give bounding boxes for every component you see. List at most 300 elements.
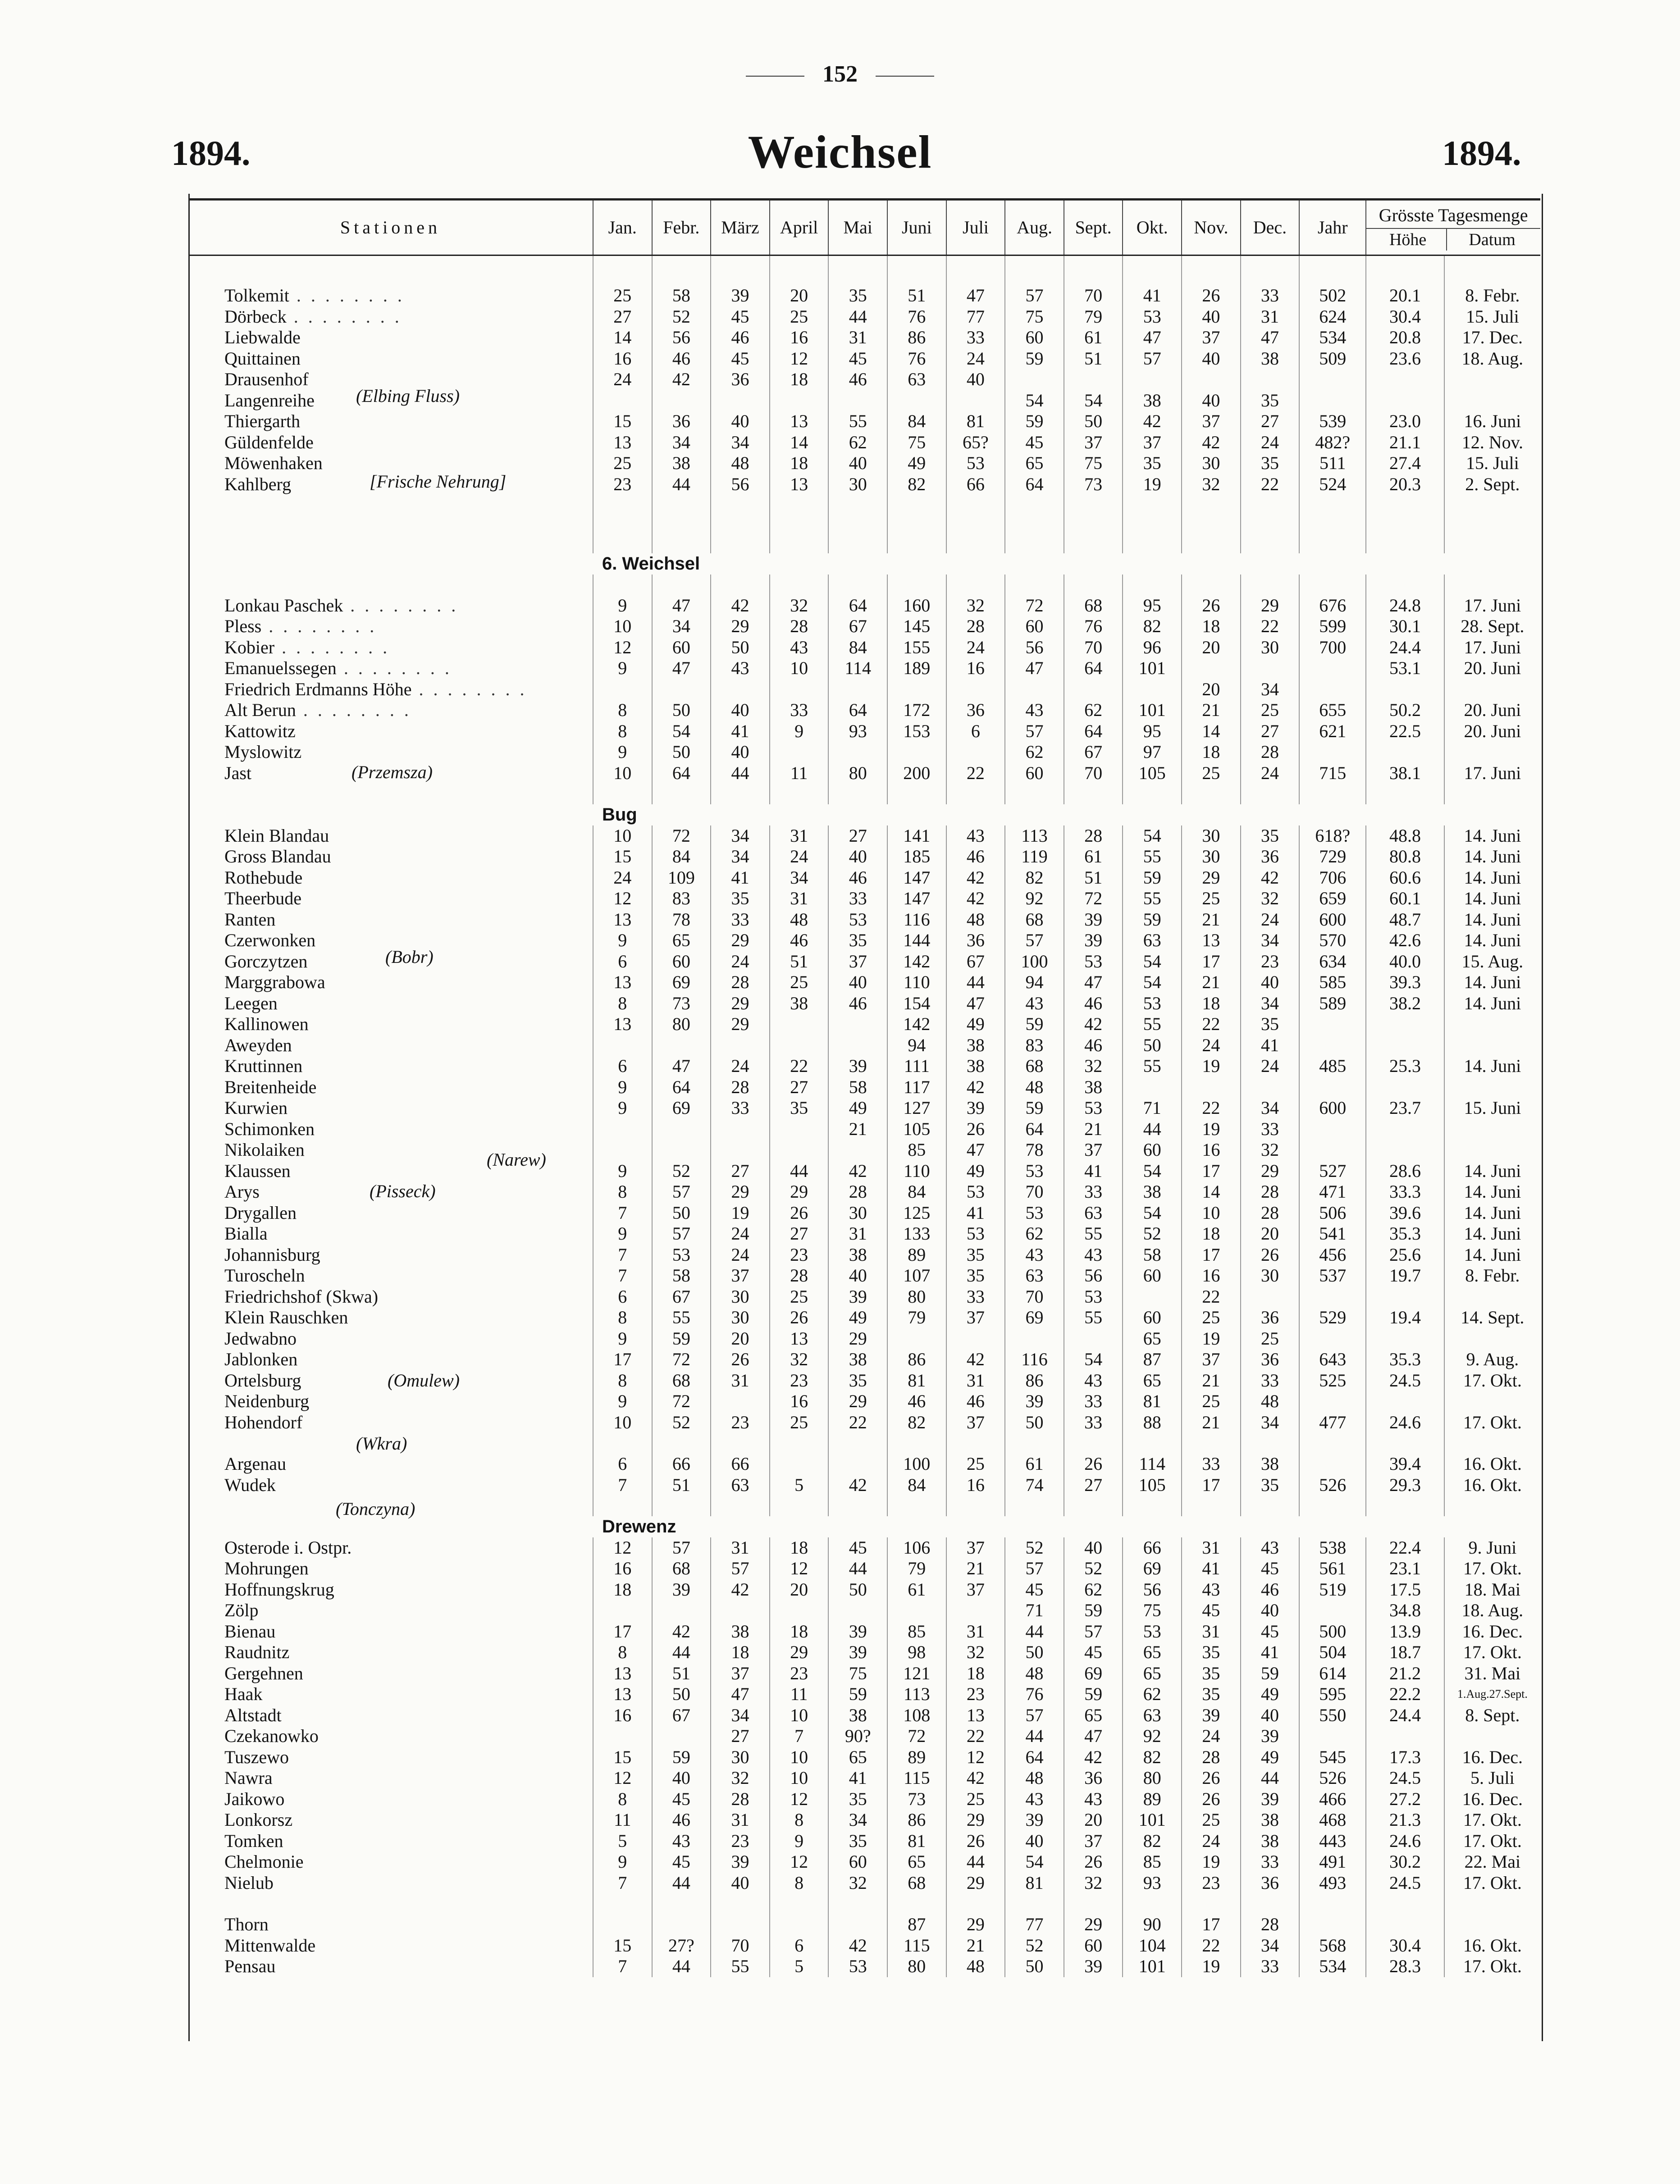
month-value: 18 [1182, 616, 1241, 637]
max-height: 19.7 [1366, 1265, 1444, 1286]
month-value: 20 [1182, 637, 1241, 658]
station-name [188, 1349, 593, 1370]
year-right: 1894. [1442, 133, 1521, 173]
month-value: 21 [946, 1558, 1005, 1579]
month-value: 39 [828, 1642, 887, 1663]
month-value: 101 [1123, 1810, 1182, 1831]
year-total: 561 [1299, 1558, 1366, 1579]
month-value: 44 [652, 1642, 711, 1663]
station-label: Klein Blandau [224, 825, 329, 846]
station-label: Klaussen [224, 1160, 291, 1181]
month-value: 64 [652, 763, 711, 784]
month-value: 54 [1064, 1349, 1123, 1370]
table-row [188, 1056, 1540, 1077]
station-name [188, 972, 593, 993]
station-label: Tuszewo [224, 1746, 289, 1767]
month-value: 57 [652, 1223, 711, 1245]
table-row [188, 867, 1540, 889]
station-label: Kattowitz [224, 720, 296, 741]
month-value: 30 [1182, 453, 1241, 474]
station-label: Jablonken [224, 1349, 298, 1369]
month-value: 82 [1005, 867, 1064, 889]
month-value: 28 [1064, 825, 1123, 847]
table-row [188, 348, 1540, 369]
page-number: 152 [0, 61, 1680, 87]
month-value: 35 [828, 930, 887, 951]
month-value: 50 [1064, 411, 1123, 432]
station-label: Breitenheide [224, 1076, 317, 1097]
month-value [1064, 679, 1123, 700]
month-value: 26 [770, 1203, 829, 1224]
table-row [188, 1726, 1540, 1747]
station-name [188, 1642, 593, 1663]
max-height: 38.1 [1366, 763, 1444, 784]
month-value: 100 [887, 1454, 946, 1475]
month-value: 7 [593, 1475, 652, 1496]
table-row [188, 1245, 1540, 1266]
col-month: Mai [828, 200, 887, 255]
month-value: 84 [652, 846, 711, 867]
month-value: 16 [770, 1391, 829, 1412]
station-label: Rothebude [224, 867, 303, 888]
river-label-elbing: (Elbing Fluss) [356, 386, 460, 406]
month-value: 74 [1005, 1475, 1064, 1496]
month-value: 36 [711, 369, 770, 390]
month-value: 40 [711, 742, 770, 763]
max-date: 8. Febr. [1444, 1265, 1540, 1286]
station-name [188, 1851, 593, 1873]
month-value: 9 [593, 1851, 652, 1873]
month-value: 44 [770, 1161, 829, 1182]
month-value: 24 [1241, 763, 1300, 784]
month-value: 30 [1241, 637, 1300, 658]
month-value: 11 [593, 1810, 652, 1831]
month-value: 54 [1123, 972, 1182, 993]
month-value [828, 1014, 887, 1035]
month-value: 49 [946, 1014, 1005, 1035]
month-value: 69 [652, 972, 711, 993]
month-value: 31 [828, 1223, 887, 1245]
month-value: 73 [887, 1789, 946, 1810]
max-height: 21.2 [1366, 1663, 1444, 1684]
month-value: 31 [770, 888, 829, 909]
month-value: 51 [652, 1475, 711, 1496]
station-name [188, 637, 593, 658]
month-value: 95 [1123, 595, 1182, 616]
table-row [188, 1286, 1540, 1308]
max-date: 14. Juni [1444, 867, 1540, 889]
month-value: 117 [887, 1077, 946, 1098]
month-value: 31 [946, 1621, 1005, 1642]
max-date: 31. Mai [1444, 1663, 1540, 1684]
station-label: Güldenfelde [224, 432, 314, 452]
month-value [887, 742, 946, 763]
month-value: 30 [1182, 825, 1241, 847]
month-value: 65 [1123, 1370, 1182, 1391]
month-value: 46 [828, 867, 887, 889]
month-value: 18 [946, 1663, 1005, 1684]
month-value: 9 [593, 1328, 652, 1350]
month-value: 29 [1064, 1914, 1123, 1935]
max-date: 14. Juni [1444, 1223, 1540, 1245]
station-name [188, 1307, 593, 1328]
month-value: 46 [946, 846, 1005, 867]
month-value: 27 [1241, 411, 1300, 432]
station-label: Osterode i. Ostpr. [224, 1537, 352, 1558]
month-value: 64 [1005, 474, 1064, 495]
month-value: 50 [652, 1684, 711, 1705]
station-label: Czerwonken [224, 930, 316, 950]
month-value: 42 [711, 595, 770, 616]
col-month: Okt. [1123, 200, 1182, 255]
table-row [188, 700, 1540, 721]
station-name [188, 679, 593, 700]
year-total: 618? [1299, 825, 1366, 847]
month-value: 57 [1005, 285, 1064, 306]
month-value: 47 [1064, 1726, 1123, 1747]
month-value: 23 [770, 1663, 829, 1684]
station-label: Kahlberg [224, 474, 292, 494]
month-value: 6 [770, 1935, 829, 1956]
station-label: Neidenburg [224, 1391, 310, 1411]
month-value: 33 [1241, 285, 1300, 306]
month-value: 23 [1241, 951, 1300, 972]
month-value: 30 [711, 1307, 770, 1328]
month-value: 119 [1005, 846, 1064, 867]
month-value: 56 [1123, 1579, 1182, 1600]
month-value: 59 [1005, 411, 1064, 432]
month-value: 29 [946, 1810, 1005, 1831]
station-name [188, 1056, 593, 1077]
max-height: 23.6 [1366, 348, 1444, 369]
month-value: 58 [652, 1265, 711, 1286]
station-label: Gross Blandau [224, 846, 331, 866]
month-value: 51 [770, 951, 829, 972]
month-value: 34 [770, 867, 829, 889]
month-value: 49 [1241, 1747, 1300, 1768]
year-total: 599 [1299, 616, 1366, 637]
month-value: 19 [1182, 1056, 1241, 1077]
station-name [188, 1265, 593, 1286]
month-value: 7 [593, 1873, 652, 1894]
max-height [1366, 679, 1444, 700]
month-value: 43 [1005, 1789, 1064, 1810]
month-value [652, 390, 711, 411]
table-row [188, 1140, 1540, 1161]
month-value: 47 [1005, 658, 1064, 679]
year-total: 568 [1299, 1935, 1366, 1956]
max-date: 9. Juni [1444, 1537, 1540, 1559]
month-value [711, 1391, 770, 1412]
leader-dots: . . . . . . . . [336, 658, 452, 678]
month-value: 7 [593, 1203, 652, 1224]
month-value: 43 [1182, 1579, 1241, 1600]
month-value: 55 [1064, 1307, 1123, 1328]
table-row [188, 1412, 1540, 1433]
month-value: 60 [652, 637, 711, 658]
station-name [188, 1098, 593, 1119]
month-value: 21 [1182, 700, 1241, 721]
month-value [1064, 1328, 1123, 1350]
station-label: Ranten [224, 909, 276, 930]
month-value: 6 [946, 721, 1005, 742]
month-value: 26 [1182, 285, 1241, 306]
month-value: 116 [887, 909, 946, 930]
month-value: 68 [1064, 595, 1123, 616]
month-value [1123, 369, 1182, 390]
month-value: 12 [770, 1789, 829, 1810]
month-value: 34 [1241, 679, 1300, 700]
station-name [188, 1119, 593, 1140]
month-value: 72 [652, 1391, 711, 1412]
month-value: 18 [770, 1537, 829, 1559]
month-value: 48 [711, 453, 770, 474]
month-value [652, 679, 711, 700]
month-value: 55 [828, 411, 887, 432]
month-value: 30 [828, 474, 887, 495]
month-value [770, 742, 829, 763]
month-value: 9 [770, 721, 829, 742]
month-value: 9 [593, 1391, 652, 1412]
month-value: 21 [1182, 972, 1241, 993]
max-date: 14. Juni [1444, 1056, 1540, 1077]
year-total: 525 [1299, 1370, 1366, 1391]
max-date: 17. Okt. [1444, 1831, 1540, 1852]
month-value: 16 [1182, 1140, 1241, 1161]
month-value: 18 [1182, 742, 1241, 763]
month-value: 153 [887, 721, 946, 742]
month-value: 80 [828, 763, 887, 784]
month-value: 78 [652, 909, 711, 930]
month-value: 39 [1182, 1705, 1241, 1726]
month-value: 31 [1182, 1537, 1241, 1559]
station-name [188, 1223, 593, 1245]
month-value [1182, 369, 1241, 390]
month-value: 11 [770, 763, 829, 784]
year-total: 715 [1299, 763, 1366, 784]
month-value: 41 [1123, 285, 1182, 306]
month-value: 26 [1064, 1851, 1123, 1873]
month-value [652, 1119, 711, 1140]
station-name [188, 700, 593, 721]
month-value: 23 [946, 1684, 1005, 1705]
month-value: 104 [1123, 1935, 1182, 1956]
station-label: Friedrich Erdmanns Höhe [224, 679, 412, 699]
month-value: 98 [887, 1642, 946, 1663]
month-value: 47 [1241, 327, 1300, 348]
river-label-pisseck: (Pisseck) [370, 1181, 436, 1201]
month-value: 6 [593, 1454, 652, 1475]
month-value: 38 [1241, 1810, 1300, 1831]
month-value: 40 [1182, 348, 1241, 369]
max-date [1444, 1077, 1540, 1098]
station-label: Hohendorf [224, 1412, 303, 1432]
month-value: 35 [828, 1370, 887, 1391]
month-value: 68 [1005, 909, 1064, 930]
month-value: 23 [593, 474, 652, 495]
col-month: April [770, 200, 829, 255]
month-value: 60 [1005, 616, 1064, 637]
month-value [711, 1035, 770, 1056]
month-value: 45 [1005, 1579, 1064, 1600]
month-value: 69 [1005, 1307, 1064, 1328]
month-value: 38 [1064, 1077, 1123, 1098]
col-month: März [711, 200, 770, 255]
month-value: 47 [1064, 972, 1123, 993]
month-value: 89 [1123, 1789, 1182, 1810]
month-value: 33 [1064, 1391, 1123, 1412]
month-value: 52 [1064, 1558, 1123, 1579]
month-value: 30 [1182, 846, 1241, 867]
month-value: 59 [1005, 1014, 1064, 1035]
month-value: 51 [1064, 348, 1123, 369]
month-value: 54 [1123, 1203, 1182, 1224]
month-value: 31 [1241, 306, 1300, 328]
year-total: 456 [1299, 1245, 1366, 1266]
month-value: 57 [652, 1181, 711, 1203]
month-value: 35 [1182, 1642, 1241, 1663]
month-value: 39 [1005, 1391, 1064, 1412]
month-value: 40 [711, 700, 770, 721]
month-value: 40 [1241, 1600, 1300, 1621]
month-value: 23 [711, 1831, 770, 1852]
month-value: 27 [770, 1223, 829, 1245]
max-date: 14. Juni [1444, 993, 1540, 1014]
month-value: 37 [711, 1265, 770, 1286]
month-value: 93 [1123, 1873, 1182, 1894]
max-height: 25.3 [1366, 1056, 1444, 1077]
col-groesste-tagesmenge [1366, 200, 1540, 255]
table-row [188, 888, 1540, 909]
month-value: 116 [1005, 1349, 1064, 1370]
leader-dots: . . . . . . . . [343, 595, 459, 616]
month-value: 19 [711, 1203, 770, 1224]
month-value: 68 [887, 1873, 946, 1894]
month-value: 50 [1005, 1956, 1064, 1977]
table-row [188, 1475, 1540, 1496]
month-value: 147 [887, 888, 946, 909]
year-total [1299, 679, 1366, 700]
year-total: 527 [1299, 1161, 1366, 1182]
month-value [711, 679, 770, 700]
station-label: Bialla [224, 1223, 268, 1244]
month-value: 9 [593, 1077, 652, 1098]
month-value: 40 [946, 369, 1005, 390]
month-value: 53 [946, 453, 1005, 474]
month-value: 88 [1123, 1412, 1182, 1433]
station-name [188, 616, 593, 637]
station-label: Friedrichshof (Skwa) [224, 1286, 379, 1307]
spacer-row [188, 784, 1540, 804]
month-value: 39 [1064, 1956, 1123, 1977]
max-height: 24.6 [1366, 1412, 1444, 1433]
month-value: 55 [1123, 1056, 1182, 1077]
month-value: 21 [828, 1119, 887, 1140]
month-value: 18 [770, 1621, 829, 1642]
year-total: 624 [1299, 306, 1366, 328]
month-value: 38 [652, 453, 711, 474]
month-value: 37 [1182, 411, 1241, 432]
month-value: 33 [711, 909, 770, 930]
month-value: 38 [828, 1349, 887, 1370]
river-label-omulew: (Omulew) [388, 1370, 460, 1391]
month-value: 87 [887, 1914, 946, 1935]
month-value: 67 [652, 1286, 711, 1308]
station-name [188, 721, 593, 742]
station-label: Hoffnungskrug [224, 1579, 334, 1600]
station-label: Turoscheln [224, 1265, 305, 1286]
year-total: 676 [1299, 595, 1366, 616]
year-total: 534 [1299, 1956, 1366, 1977]
month-value: 20 [1064, 1810, 1123, 1831]
table-row [188, 1203, 1540, 1224]
month-value: 46 [828, 369, 887, 390]
month-value: 67 [652, 1705, 711, 1726]
month-value: 62 [1064, 1579, 1123, 1600]
month-value [1005, 369, 1064, 390]
station-name [188, 846, 593, 867]
month-value: 13 [770, 474, 829, 495]
month-value: 17 [1182, 1475, 1241, 1496]
station-label: Jast [224, 762, 251, 783]
max-height: 39.3 [1366, 972, 1444, 993]
max-height: 30.4 [1366, 1935, 1444, 1956]
month-value: 49 [946, 1161, 1005, 1182]
month-value: 34 [652, 432, 711, 453]
table-row [188, 1328, 1540, 1350]
station-name [188, 327, 593, 348]
month-value: 109 [652, 867, 711, 889]
max-height: 22.4 [1366, 1537, 1444, 1559]
month-value: 93 [828, 721, 887, 742]
station-name [188, 1475, 593, 1496]
month-value: 24 [711, 951, 770, 972]
month-value [1123, 679, 1182, 700]
month-value: 29 [828, 1391, 887, 1412]
month-value: 8 [593, 1789, 652, 1810]
max-height: 21.3 [1366, 1810, 1444, 1831]
month-value: 30 [711, 1747, 770, 1768]
month-value: 40 [711, 1873, 770, 1894]
month-value: 147 [887, 867, 946, 889]
max-height: 24.5 [1366, 1768, 1444, 1789]
max-height [1366, 1077, 1444, 1098]
month-value: 22 [946, 763, 1005, 784]
table-row [188, 1265, 1540, 1286]
month-value: 48 [1005, 1663, 1064, 1684]
month-value: 41 [1241, 1642, 1300, 1663]
station-name [188, 1035, 593, 1056]
month-value: 52 [1123, 1223, 1182, 1245]
station-name [188, 1747, 593, 1768]
max-height [1366, 1328, 1444, 1350]
max-height: 24.8 [1366, 595, 1444, 616]
month-value: 28 [828, 1181, 887, 1203]
month-value: 86 [887, 1349, 946, 1370]
month-value: 41 [1241, 1035, 1300, 1056]
month-value: 18 [1182, 1223, 1241, 1245]
year-total: 589 [1299, 993, 1366, 1014]
month-value: 39 [1064, 909, 1123, 930]
month-value: 35 [1182, 1684, 1241, 1705]
month-value: 73 [1064, 474, 1123, 495]
year-total: 482? [1299, 432, 1366, 453]
month-value: 21 [1182, 909, 1241, 930]
month-value: 40 [1241, 972, 1300, 993]
month-value: 44 [652, 474, 711, 495]
station-label: Johannisburg [224, 1244, 320, 1265]
month-value: 63 [1005, 1265, 1064, 1286]
